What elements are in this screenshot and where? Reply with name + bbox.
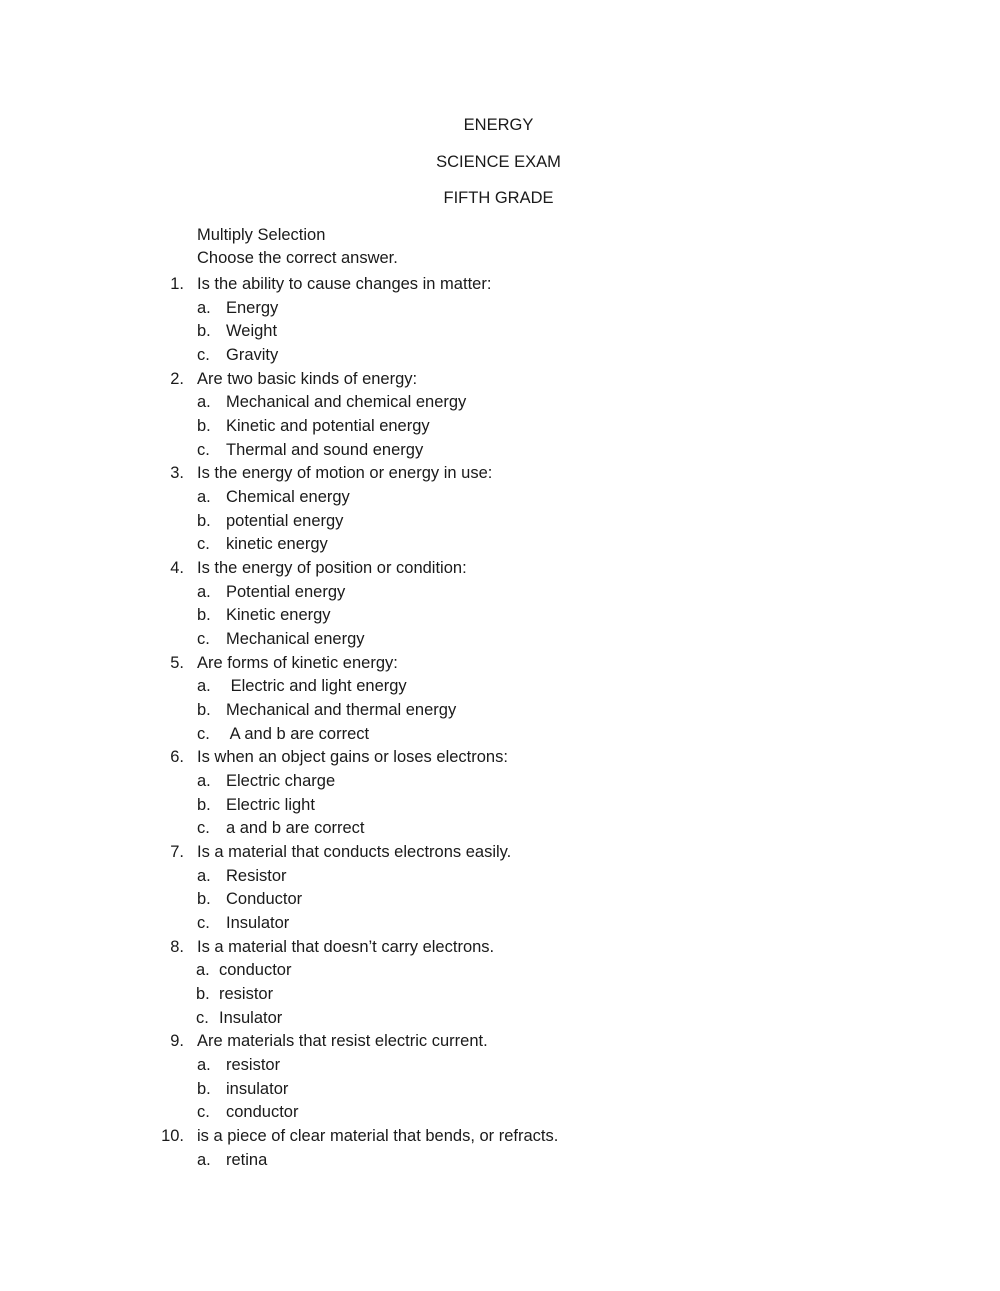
exam-title: ENERGY [463, 116, 534, 134]
answer-option [0, 486, 1000, 508]
answer-option [0, 604, 1000, 626]
option-text: conductor [226, 1103, 299, 1122]
question-number: 2. [170, 369, 184, 388]
option-text: retina [226, 1150, 268, 1169]
answer-option [0, 510, 1000, 532]
question-number: 5. [170, 653, 184, 672]
option-letter: a. [197, 582, 211, 601]
answer-option [0, 320, 1000, 342]
option-text: Weight [226, 322, 278, 341]
question-number: 10. [161, 1127, 184, 1146]
exam-grade: FIFTH GRADE [443, 189, 554, 207]
answer-option [0, 581, 1000, 603]
option-letter: a. [197, 298, 211, 317]
section-instruction: Choose the correct answer. [197, 249, 398, 267]
option-letter: b. [197, 890, 211, 909]
answer-option [0, 439, 1000, 461]
question-row [0, 652, 1000, 674]
option-text: resistor [219, 985, 274, 1004]
question-text: is a piece of clear material that bends, or refracts. [197, 1127, 559, 1146]
option-text: kinetic energy [226, 535, 328, 554]
question-text: Is the energy of motion or energy in use: [197, 464, 493, 483]
option-letter: c. [197, 535, 210, 554]
option-text: Electric light [226, 795, 315, 814]
answer-option [0, 959, 1000, 981]
option-text: conductor [219, 961, 292, 980]
option-letter: c. [196, 1008, 209, 1027]
option-text: Energy [226, 298, 279, 317]
question-number: 4. [170, 559, 184, 578]
option-letter: a. [197, 1150, 211, 1169]
option-text: Kinetic energy [226, 606, 331, 625]
answer-option [0, 415, 1000, 437]
option-text: Mechanical energy [226, 630, 365, 649]
question-text: Is a material that doesn’t carry electrons. [197, 937, 495, 956]
option-text: Electric and light energy [226, 677, 407, 696]
answer-option [0, 391, 1000, 413]
question-row [0, 1125, 1000, 1147]
answer-option [0, 770, 1000, 792]
question-number: 8. [170, 937, 184, 956]
question-text: Are forms of kinetic energy: [197, 653, 398, 672]
option-text: insulator [226, 1079, 289, 1098]
option-letter: b. [197, 795, 211, 814]
option-text: Kinetic and potential energy [226, 417, 430, 436]
option-text: potential energy [226, 511, 344, 530]
option-letter: a. [197, 677, 211, 696]
option-letter: c. [197, 819, 210, 838]
option-text: Potential energy [226, 582, 346, 601]
question-row [0, 936, 1000, 958]
answer-option [0, 1007, 1000, 1029]
question-text: Is the energy of position or condition: [197, 559, 467, 578]
question-row [0, 462, 1000, 484]
answer-option [0, 1078, 1000, 1100]
question-row [0, 368, 1000, 390]
option-letter: a. [197, 488, 211, 507]
option-text: resistor [226, 1056, 281, 1075]
answer-option [0, 794, 1000, 816]
option-letter: b. [197, 417, 211, 436]
option-letter: b. [197, 606, 211, 625]
option-text: Gravity [226, 346, 279, 364]
answer-option [0, 983, 1000, 1005]
option-letter: c. [197, 630, 210, 649]
option-letter: b. [197, 701, 211, 720]
option-letter: b. [196, 985, 210, 1004]
question-number: 9. [170, 1032, 184, 1051]
option-text: Electric charge [226, 772, 336, 791]
answer-option [0, 817, 1000, 839]
answer-option [0, 912, 1000, 934]
answer-option [0, 297, 1000, 319]
answer-option [0, 699, 1000, 721]
answer-option [0, 1101, 1000, 1123]
question-row [0, 273, 1000, 295]
question-number: 1. [170, 275, 184, 293]
answer-option [0, 344, 1000, 366]
option-text: Thermal and sound energy [226, 440, 424, 459]
option-text: Mechanical and chemical energy [226, 393, 467, 412]
answer-option [0, 628, 1000, 650]
option-text: A and b are correct [226, 724, 370, 743]
option-text: Chemical energy [226, 488, 350, 507]
question-text: Is when an object gains or loses electrons: [197, 748, 508, 767]
answer-option [0, 1054, 1000, 1076]
option-letter: a. [197, 393, 211, 412]
option-letter: b. [197, 1079, 211, 1098]
option-text: Mechanical and thermal energy [226, 701, 457, 720]
exam-subtitle: SCIENCE EXAM [436, 153, 561, 171]
question-row [0, 557, 1000, 579]
option-letter: c. [197, 1103, 210, 1122]
option-letter: a. [197, 772, 211, 791]
question-text: Are materials that resist electric current. [197, 1032, 488, 1051]
question-number: 6. [170, 748, 184, 767]
option-letter: b. [197, 511, 211, 530]
option-letter: c. [197, 346, 210, 364]
option-letter: c. [197, 724, 210, 743]
answer-option [0, 533, 1000, 555]
option-letter: c. [197, 440, 210, 459]
question-number: 7. [170, 843, 184, 862]
option-letter: a. [197, 1056, 211, 1075]
answer-option [0, 723, 1000, 745]
question-row [0, 1030, 1000, 1052]
answer-option [0, 865, 1000, 887]
question-text: Is the ability to cause changes in matter: [197, 275, 492, 293]
question-text: Is a material that conducts electrons easily. [197, 843, 512, 862]
question-row [0, 841, 1000, 863]
option-letter: b. [197, 322, 211, 341]
question-row [0, 746, 1000, 768]
answer-option [0, 1149, 1000, 1171]
option-text: Resistor [226, 866, 287, 885]
option-letter: c. [197, 914, 210, 933]
question-text: Are two basic kinds of energy: [197, 369, 418, 388]
answer-option [0, 675, 1000, 697]
option-text: Insulator [219, 1008, 283, 1027]
option-letter: a. [197, 866, 211, 885]
option-letter: a. [196, 961, 210, 980]
question-number: 3. [170, 464, 184, 483]
option-text: Insulator [226, 914, 290, 933]
option-text: Conductor [226, 890, 303, 909]
answer-option [0, 888, 1000, 910]
option-text: a and b are correct [226, 819, 365, 838]
section-heading: Multiply Selection [197, 226, 326, 244]
